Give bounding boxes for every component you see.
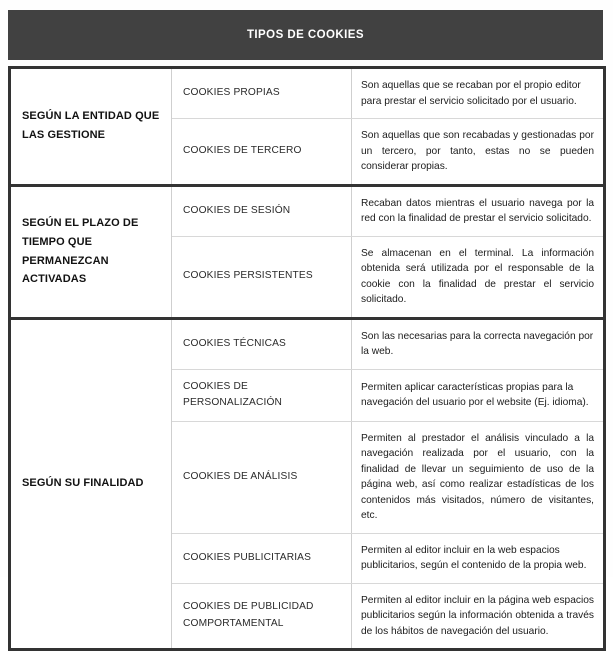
cookie-description-cell: Permiten al editor incluir en la página web espacios publicitarios según la información obtenida a través de los hábitos de navegación del usuario. [361,594,594,637]
cookie-type-cell: COOKIES DE PUBLICIDAD COMPORTAMENTAL [172,583,352,650]
cookie-description-cell: Son aquellas que se recaban por el propio editor para prestar el servicio solicitado por el usuario. [352,68,605,119]
cookie-description-cell: Son las necesarias para la correcta navegación por la web. [352,318,605,369]
cookie-type-cell: COOKIES DE ANÁLISIS [172,421,352,533]
category-cell-entidad: SEGÚN LA ENTIDAD QUE LAS GESTIONE [10,68,172,186]
table-row [10,68,605,119]
table-row [10,185,605,236]
cookie-description-cell: Se almacenan en el terminal. La información obtenida será utilizada por el responsable de la cookie con la finalidad de prestar el servicio solicitado. [361,247,594,305]
cookie-type-cell: COOKIES DE PERSONALIZACIÓN [172,369,352,421]
table-section-finalidad [10,318,605,650]
table-title-bar [8,10,603,60]
table-section-entidad [10,68,605,186]
cookie-type-cell: COOKIES DE TERCERO [172,119,352,186]
cookie-description-cell: Permiten aplicar características propias para la navegación del usuario por el website (Ej. idioma). [352,369,605,421]
page-title: TIPOS DE COOKIES [246,29,365,41]
cookie-description-cell: Recaban datos mientras el usuario navega por la red con la finalidad de prestar el servicio solicitado. [352,185,605,236]
category-cell-finalidad: SEGÚN SU FINALIDAD [10,318,172,650]
cookie-type-cell: COOKIES TÉCNICAS [172,318,352,369]
cookie-types-table [8,66,606,651]
cookie-type-cell: COOKIES PUBLICITARIAS [172,533,352,583]
cookie-type-cell: COOKIES PERSISTENTES [172,236,352,318]
table-row [10,318,605,369]
table-section-plazo [10,185,605,318]
cookie-description-cell: Permiten al prestador el análisis vinculado a la navegación realizada por el usuario, con la finalidad de llevar un seguimiento de uso de la página web, así como realizar estadísticas de los contenidos más visitados, número de visitantes, etc. [352,421,605,533]
cookie-type-cell: COOKIES PROPIAS [172,68,352,119]
cookie-description-cell: Permiten al editor incluir en la web espacios publicitarios, según el contenido de la propia web. [352,533,605,583]
cookie-description-cell: Son aquellas que son recabadas y gestionadas por un tercero, por tanto, estas no se pueden considerar propias. [361,130,594,172]
cookie-type-cell: COOKIES DE SESIÓN [172,185,352,236]
category-cell-plazo: SEGÚN EL PLAZO DE TIEMPO QUE PERMANEZCAN ACTIVADAS [10,185,172,318]
